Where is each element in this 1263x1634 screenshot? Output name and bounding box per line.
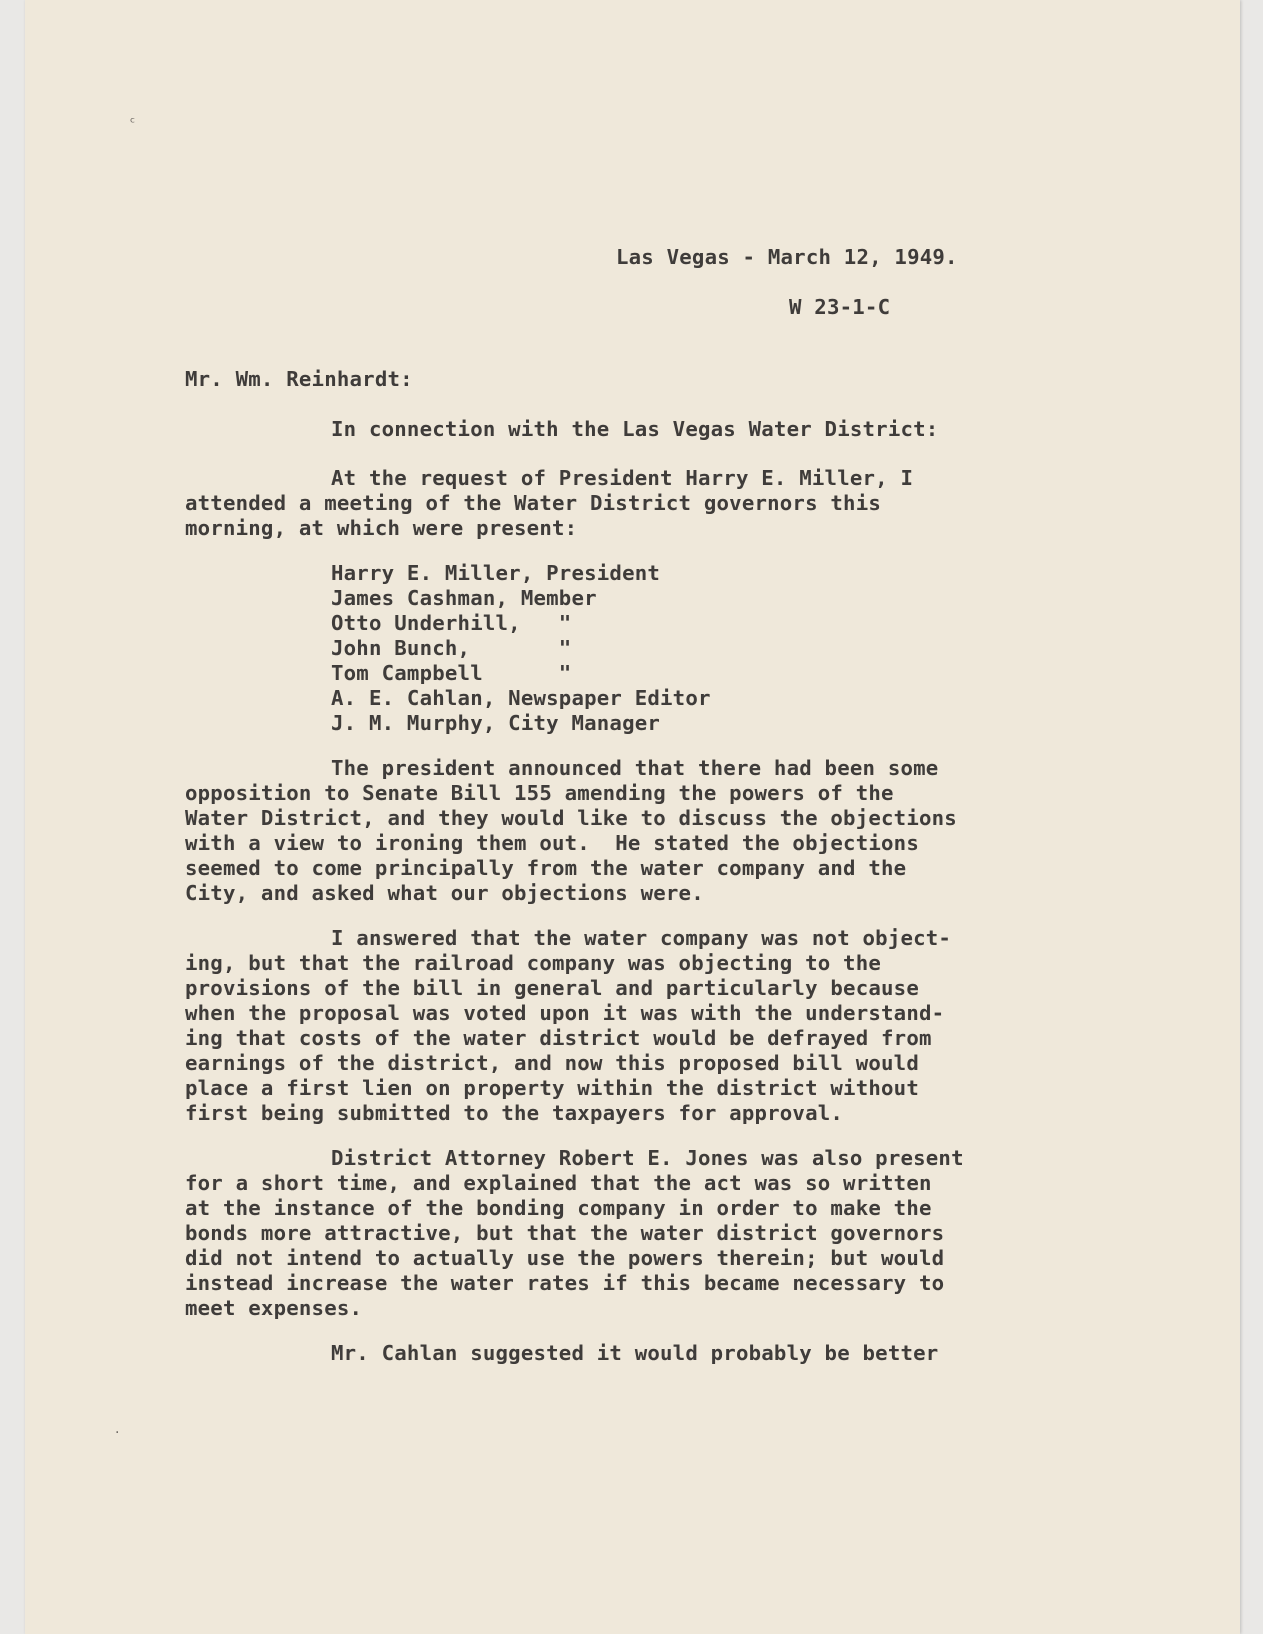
subject-line: In connection with the Las Vegas Water District: (331, 417, 939, 441)
attendee-list-item: Harry E. Miller, President (331, 561, 661, 585)
paragraph-line: did not intend to actually use the powers therein; but would (185, 1246, 945, 1270)
attendee-list-item: James Cashman, Member (331, 586, 597, 610)
paragraph-first-line: District Attorney Robert E. Jones was also present (331, 1146, 964, 1170)
attendee-list-item: Otto Underhill, " (331, 611, 572, 635)
salutation: Mr. Wm. Reinhardt: (185, 367, 413, 391)
paragraph-line: instead increase the water rates if this became necessary to (185, 1271, 945, 1295)
paragraph-line: first being submitted to the taxpayers for approval. (185, 1101, 844, 1125)
paragraph-first-line: The president announced that there had been some (331, 756, 939, 780)
paragraph-line: earnings of the district, and now this proposed bill would (185, 1051, 919, 1075)
paragraph-line: when the proposal was voted upon it was with the understand- (185, 1001, 945, 1025)
dateline: Las Vegas - March 12, 1949. (616, 245, 958, 269)
attendee-list-item: John Bunch, " (331, 636, 572, 660)
attendee-list-item: Tom Campbell " (331, 661, 572, 685)
file-reference: W 23-1-C (789, 295, 891, 319)
paragraph-line: at the instance of the bonding company in order to make the (185, 1196, 932, 1220)
paragraph-line: provisions of the bill in general and particularly because (185, 976, 919, 1000)
paragraph-line: place a first lien on property within the district without (185, 1076, 919, 1100)
paragraph-line: meet expenses. (185, 1296, 363, 1320)
paragraph-first-line: I answered that the water company was not object- (331, 926, 952, 950)
paper-speck-mark: ᶜ (130, 115, 136, 131)
paragraph-line: attended a meeting of the Water District governors this (185, 491, 882, 515)
paragraph-line: morning, at which were present: (185, 516, 578, 540)
paragraph-line: seemed to come principally from the water company and the (185, 856, 907, 880)
paragraph-line: with a view to ironing them out. He stated the objections (185, 831, 919, 855)
paper-speck-mark: · (115, 1425, 120, 1441)
paragraph-line: for a short time, and explained that the act was so written (185, 1171, 932, 1195)
paragraph-line: City, and asked what our objections were. (185, 881, 704, 905)
paragraph-line: ing, but that the railroad company was objecting to the (185, 951, 882, 975)
paragraph-line: ing that costs of the water district would be defrayed from (185, 1026, 932, 1050)
paragraph-first-line: At the request of President Harry E. Miller, I (331, 466, 914, 490)
paragraph-line: bonds more attractive, but that the water district governors (185, 1221, 945, 1245)
paragraph-line: opposition to Senate Bill 155 amending the powers of the (185, 781, 894, 805)
attendee-list-item: A. E. Cahlan, Newspaper Editor (331, 686, 711, 710)
paragraph-first-line: Mr. Cahlan suggested it would probably be better (331, 1341, 939, 1365)
paragraph-line: Water District, and they would like to discuss the objections (185, 806, 957, 830)
letter-page (25, 0, 1240, 1634)
attendee-list-item: J. M. Murphy, City Manager (331, 711, 661, 735)
